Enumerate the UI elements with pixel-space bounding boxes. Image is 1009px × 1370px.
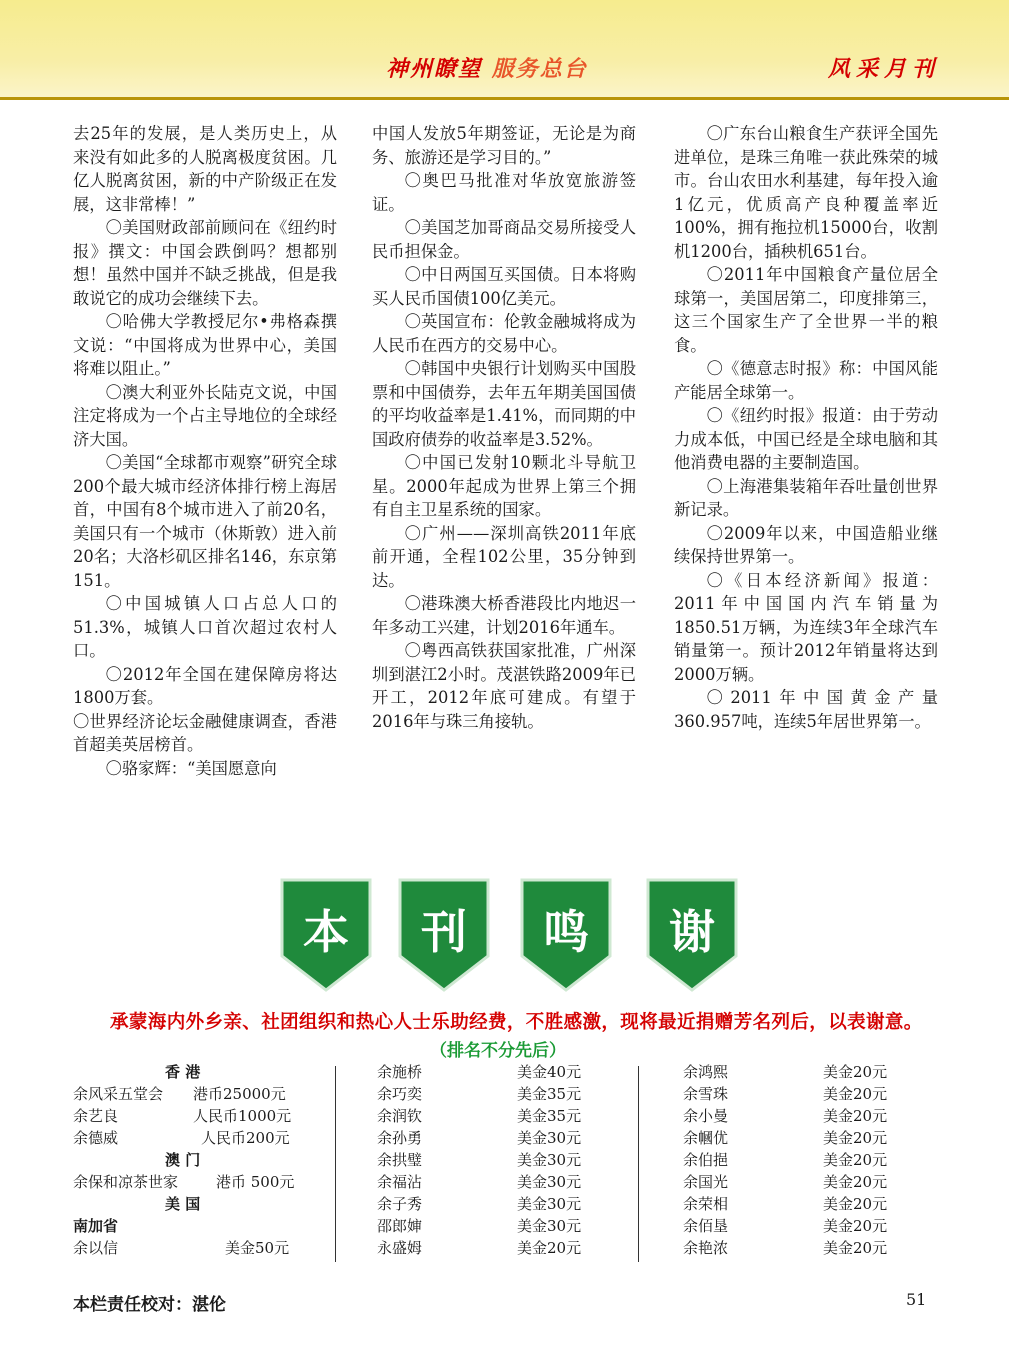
donor-row	[377, 1215, 597, 1237]
donor-row	[377, 1193, 597, 1215]
column-divider	[335, 1066, 336, 1262]
donor-name: 余巧奕	[377, 1085, 423, 1103]
article-column-3	[674, 122, 938, 733]
donor-name: 余保和凉茶世家	[73, 1173, 179, 1191]
donor-name: 余以信	[73, 1239, 119, 1257]
paragraph: 〇广东台山粮食生产获评全国先进单位，是珠三角唯一获此殊荣的城市。台山农田水利基建，每年投入逾1亿元，优质高产良种覆盖率近100%，拥有拖拉机15000台，收割机1200台，插秧机651台。	[674, 124, 938, 261]
donor-row	[683, 1127, 903, 1149]
banner-character: 刊	[421, 905, 467, 959]
donor-amount: 美金20元	[823, 1239, 888, 1257]
donor-name: 余福沾	[377, 1173, 423, 1191]
donor-row	[377, 1149, 597, 1171]
donor-row	[73, 1127, 303, 1149]
donor-row	[73, 1171, 303, 1193]
banner-shield	[520, 878, 612, 992]
donor-name: 余鸿熙	[683, 1063, 729, 1081]
paragraph: 〇美国“全球都市观察”研究全球200个最大城市经济体排行榜上海居首，中国有8个城市进入了前20名，美国只有一个城市（休斯敦）进入前20名；大洛杉矶区排名146，东京第151。	[73, 453, 337, 590]
donor-name: 余拱璧	[377, 1151, 423, 1169]
banner-character: 谢	[669, 905, 715, 959]
region-heading: 美 国	[165, 1195, 201, 1213]
article-column-2	[372, 122, 636, 733]
donor-amount: 美金30元	[517, 1195, 582, 1213]
paragraph: 〇广州——深圳高铁2011年底前开通，全程102公里，35分钟到达。	[372, 523, 636, 590]
paragraph: 〇《德意志时报》称：中国风能产能居全球第一。	[674, 359, 938, 402]
donor-name: 余佰垦	[683, 1217, 729, 1235]
donor-name: 余施桥	[377, 1063, 423, 1081]
paragraph: 中国人发放5年期签证，无论是为商务、旅游还是学习目的。”	[372, 124, 636, 167]
donor-row	[683, 1083, 903, 1105]
donor-amount: 人民币200元	[201, 1129, 290, 1147]
paragraph: 〇韩国中央银行计划购买中国股票和中国债券，去年五年期美国国债的平均收益率是1.41%，而同期的中国政府债券的收益率是3.52%。	[372, 359, 636, 449]
paragraph: 〇世界经济论坛金融健康调查，香港首超美英居榜首。	[73, 711, 337, 754]
region-heading: 香 港	[165, 1063, 201, 1081]
donor-row	[377, 1061, 597, 1083]
donor-amount: 美金20元	[823, 1107, 888, 1125]
donor-amount: 美金20元	[823, 1129, 888, 1147]
donor-amount: 港币25000元	[193, 1085, 286, 1103]
banner-shield	[646, 878, 738, 992]
donor-name: 余小曼	[683, 1107, 729, 1125]
donor-name: 余国光	[683, 1173, 729, 1191]
banner-character: 本	[303, 905, 349, 959]
donor-row	[73, 1105, 303, 1127]
donor-name: 余润钦	[377, 1107, 423, 1125]
donor-amount: 美金20元	[823, 1217, 888, 1235]
donor-name: 余孙勇	[377, 1129, 423, 1147]
paragraph: 〇中日两国互买国债。日本将购买人民币国债100亿美元。	[372, 265, 636, 308]
donor-row	[73, 1083, 303, 1105]
paragraph: 〇中国已发射10颗北斗导航卫星。2000年起成为世界上第三个拥有自主卫星系统的国家。	[372, 453, 636, 519]
brand-title-part1: 神州瞭望	[386, 57, 483, 82]
donor-amount: 美金20元	[823, 1151, 888, 1169]
donor-row	[377, 1237, 597, 1259]
donor-amount: 美金20元	[823, 1195, 888, 1213]
page-number: 51	[906, 1290, 927, 1309]
donor-name: 余荣相	[683, 1195, 729, 1213]
donor-list-left	[73, 1061, 303, 1259]
paragraph: 〇粤西高铁获国家批准，广州深圳到湛江2小时。茂湛铁路2009年已开工，2012年底可建成。有望于2016年与珠三角接轨。	[372, 641, 636, 731]
paragraph: 〇2012年全国在建保障房将达1800万套。	[73, 664, 337, 707]
paragraph: 〇美国财政部前顾问在《纽约时报》撰文：中国会跌倒吗？想都别想！虽然中国并不缺乏挑战，但是我敢说它的成功会继续下去。	[73, 218, 337, 308]
paragraph: 〇上海港集装箱年吞吐量创世界新记录。	[674, 476, 938, 519]
paragraph: 〇骆家辉：“美国愿意向	[105, 758, 277, 778]
paragraph: 〇中国城镇人口占总人口的51.3%，城镇人口首次超过农村人口。	[73, 594, 337, 660]
donor-name: 邵郎婶	[377, 1217, 423, 1235]
donor-amount: 美金20元	[823, 1173, 888, 1191]
paragraph: 去25年的发展，是人类历史上，从来没有如此多的人脱离极度贫困。几亿人脱离贫困，新的中产阶级正在发展，这非常棒！”	[73, 124, 337, 214]
page-header	[0, 0, 1009, 100]
donor-amount: 美金30元	[517, 1173, 582, 1191]
donor-amount: 美金35元	[517, 1085, 582, 1103]
paragraph: 〇2009年以来，中国造船业继续保持世界第一。	[674, 523, 938, 566]
donor-name: 余德威	[73, 1129, 119, 1147]
donor-amount: 港币 500元	[216, 1173, 295, 1191]
paragraph: 〇2011年中国黄金产量360.957吨，连续5年居世界第一。	[674, 688, 938, 731]
paragraph: 〇奥巴马批准对华放宽旅游签证。	[372, 171, 636, 214]
paragraph: 〇《纽约时报》报道：由于劳动力成本低，中国已经是全球电脑和其他消费电器的主要制造国。	[674, 406, 938, 472]
donor-row	[683, 1061, 903, 1083]
donor-amount: 美金20元	[517, 1239, 582, 1257]
paragraph: 〇美国芝加哥商品交易所接受人民币担保金。	[372, 218, 636, 261]
donor-row	[683, 1193, 903, 1215]
donor-name: 余艳浓	[683, 1239, 729, 1257]
donor-amount: 美金30元	[517, 1217, 582, 1235]
donor-name: 余子秀	[377, 1195, 423, 1213]
paragraph: 〇英国宣布：伦敦金融城将成为人民币在西方的交易中心。	[372, 312, 636, 355]
order-note: （排名不分先后）	[430, 1041, 566, 1061]
donor-row	[73, 1237, 303, 1259]
proofreader-credit: 本栏责任校对：湛伦	[73, 1295, 226, 1315]
donor-amount: 美金30元	[517, 1151, 582, 1169]
donor-row	[683, 1237, 903, 1259]
article-column-1	[73, 122, 337, 780]
donor-row	[683, 1171, 903, 1193]
donor-row	[377, 1083, 597, 1105]
issue-title: 风采月刊	[828, 57, 941, 82]
donor-amount: 美金40元	[517, 1063, 582, 1081]
donor-list-right	[683, 1061, 903, 1259]
donor-amount: 美金50元	[225, 1239, 290, 1257]
donor-name: 余艺良	[73, 1107, 119, 1125]
donor-amount: 美金35元	[517, 1107, 582, 1125]
donor-row	[683, 1149, 903, 1171]
donor-name: 余伯挹	[683, 1151, 729, 1169]
donor-name: 余风采五堂会	[73, 1085, 164, 1103]
region-heading: 澳 门	[165, 1151, 201, 1169]
paragraph: 〇《日本经济新闻》报道：2011年中国国内汽车销量为1850.51万辆，为连续3年全球汽车销量第一。预计2012年销量将达到2000万辆。	[674, 570, 938, 684]
paragraph: 〇澳大利亚外长陆克文说，中国注定将成为一个占主导地位的全球经济大国。	[73, 382, 337, 449]
donor-row	[377, 1127, 597, 1149]
brand-title-part2: 服务总台	[491, 57, 588, 82]
donor-amount: 美金30元	[517, 1129, 582, 1147]
thanks-paragraph: 承蒙海内外乡亲、社团组织和热心人士乐助经费，不胜感激，现将最近捐赠芳名列后，以表谢意。	[110, 1012, 923, 1033]
donor-row	[683, 1215, 903, 1237]
column-divider	[638, 1066, 639, 1262]
paragraph: 〇港珠澳大桥香港段比内地迟一年多动工兴建，计划2016年通车。	[372, 594, 636, 637]
donor-amount: 美金20元	[823, 1085, 888, 1103]
donor-name: 永盛姆	[377, 1239, 423, 1257]
donor-row	[683, 1105, 903, 1127]
donor-name: 余雪珠	[683, 1085, 729, 1103]
donor-amount: 美金20元	[823, 1063, 888, 1081]
header-rule	[0, 97, 1009, 100]
donor-list-middle	[377, 1061, 597, 1259]
banner-shield	[398, 878, 490, 992]
donor-row	[377, 1171, 597, 1193]
subregion-heading: 南加省	[73, 1217, 119, 1235]
donor-row	[377, 1105, 597, 1127]
banner-character: 鸣	[543, 905, 589, 959]
donor-name: 余幗优	[683, 1129, 729, 1147]
donor-amount: 人民币1000元	[193, 1107, 292, 1125]
paragraph: 〇2011年中国粮食产量位居全球第一，美国居第二，印度排第三，这三个国家生产了全世界一半的粮食。	[674, 265, 938, 355]
banner-shield	[280, 878, 372, 992]
brand-title	[386, 52, 588, 83]
paragraph: 〇哈佛大学教授尼尔•弗格森撰文说：“中国将成为世界中心，美国将难以阻止。”	[73, 312, 337, 378]
